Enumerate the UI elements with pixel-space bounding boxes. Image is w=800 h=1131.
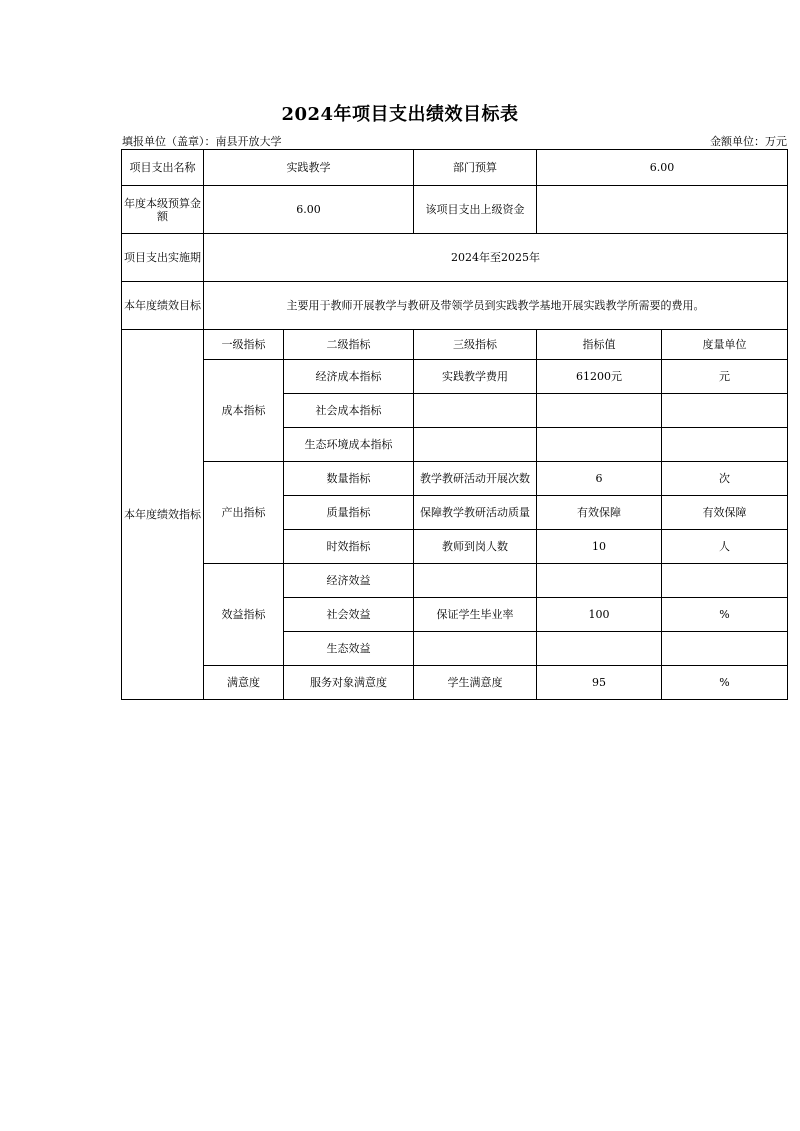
project-name-label: 项目支出名称: [122, 150, 204, 186]
value-cell: 95: [537, 666, 662, 700]
unit-cell: 人: [662, 530, 788, 564]
annual-budget-value: 6.00: [204, 186, 414, 234]
level3-cell: [414, 394, 537, 428]
value-cell: [537, 394, 662, 428]
header-level3: 三级指标: [414, 330, 537, 360]
goal-value: 主要用于教师开展教学与教研及带领学员到实践教学基地开展实践教学所需要的费用。: [204, 282, 788, 330]
unit-cell: %: [662, 598, 788, 632]
level2-cell: 服务对象满意度: [284, 666, 414, 700]
value-cell: [537, 632, 662, 666]
level2-cell: 质量指标: [284, 496, 414, 530]
header-level1: 一级指标: [204, 330, 284, 360]
level1-output: 产出指标: [204, 462, 284, 564]
amount-unit-label: 金额单位：万元: [710, 135, 787, 148]
unit-cell: %: [662, 666, 788, 700]
unit-cell: 元: [662, 360, 788, 394]
value-cell: 10: [537, 530, 662, 564]
level2-cell: 社会成本指标: [284, 394, 414, 428]
annual-budget-label: 年度本级预算金额: [122, 186, 204, 234]
level3-cell: 教师到岗人数: [414, 530, 537, 564]
level3-cell: 教学教研活动开展次数: [414, 462, 537, 496]
indicators-section-label: 本年度绩效指标: [122, 330, 204, 700]
level2-cell: 社会效益: [284, 598, 414, 632]
level3-cell: [414, 564, 537, 598]
project-name-value: 实践教学: [204, 150, 414, 186]
level2-cell: 生态环境成本指标: [284, 428, 414, 462]
value-cell: [537, 564, 662, 598]
unit-cell: 次: [662, 462, 788, 496]
level2-cell: 时效指标: [284, 530, 414, 564]
level2-cell: 生态效益: [284, 632, 414, 666]
level3-cell: 保证学生毕业率: [414, 598, 537, 632]
value-cell: 有效保障: [537, 496, 662, 530]
level3-cell: 保障教学教研活动质量: [414, 496, 537, 530]
header-value: 指标值: [537, 330, 662, 360]
value-cell: 61200元: [537, 360, 662, 394]
level2-cell: 经济成本指标: [284, 360, 414, 394]
value-cell: 6: [537, 462, 662, 496]
fill-unit-label: 填报单位（盖章）：南县开放大学: [122, 135, 282, 148]
level3-cell: 学生满意度: [414, 666, 537, 700]
level3-cell: [414, 428, 537, 462]
upper-funds-value: [537, 186, 788, 234]
unit-cell: [662, 394, 788, 428]
level1-satisfaction: 满意度: [204, 666, 284, 700]
level2-cell: 经济效益: [284, 564, 414, 598]
goal-label: 本年度绩效目标: [122, 282, 204, 330]
dept-budget-label: 部门预算: [414, 150, 537, 186]
performance-target-table: [121, 149, 788, 700]
unit-cell: 有效保障: [662, 496, 788, 530]
level3-cell: [414, 632, 537, 666]
unit-cell: [662, 632, 788, 666]
level1-cost: 成本指标: [204, 360, 284, 462]
level1-benefit: 效益指标: [204, 564, 284, 666]
period-label: 项目支出实施期: [122, 234, 204, 282]
upper-funds-label: 该项目支出上级资金: [414, 186, 537, 234]
unit-cell: [662, 428, 788, 462]
dept-budget-value: 6.00: [537, 150, 788, 186]
header-level2: 二级指标: [284, 330, 414, 360]
level2-cell: 数量指标: [284, 462, 414, 496]
header-unit: 度量单位: [662, 330, 788, 360]
value-cell: [537, 428, 662, 462]
period-value: 2024年至2025年: [204, 234, 788, 282]
level3-cell: 实践教学费用: [414, 360, 537, 394]
page-title: 2024年项目支出绩效目标表: [281, 104, 519, 125]
value-cell: 100: [537, 598, 662, 632]
unit-cell: [662, 564, 788, 598]
